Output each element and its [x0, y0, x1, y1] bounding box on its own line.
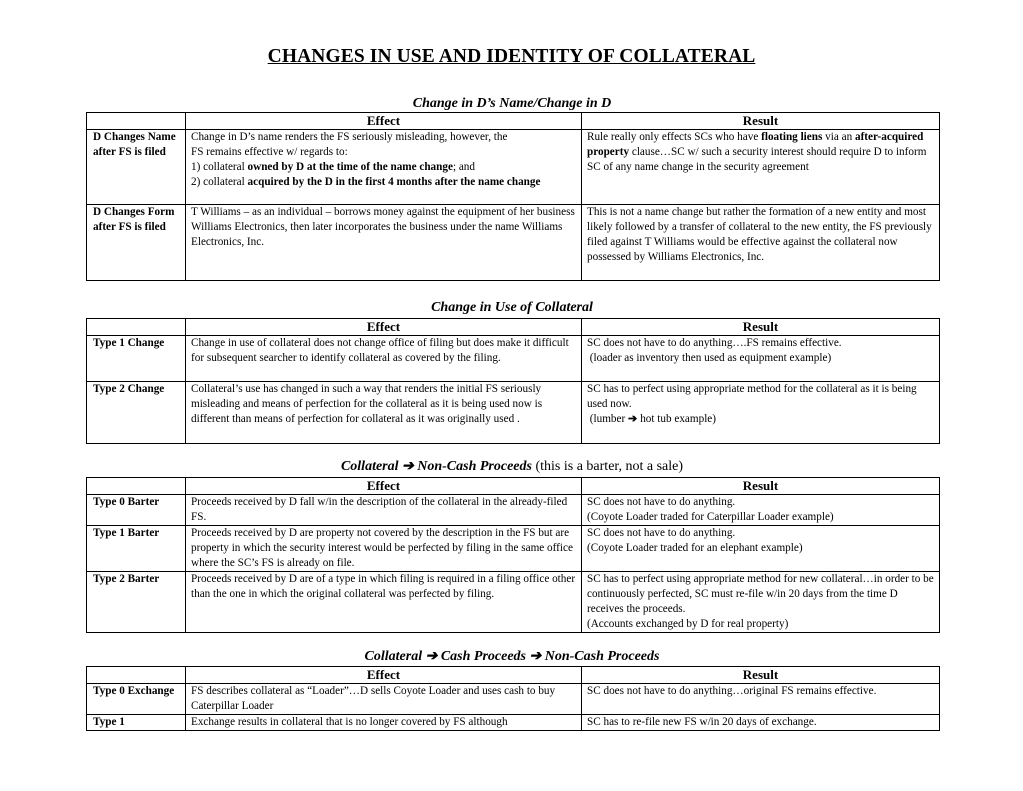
- effect-cell: Proceeds received by D are of a type in which filing is required in a filing office other than the one in which the original collateral was perfected by filing.: [186, 572, 582, 633]
- table-cash-proceeds: [86, 666, 940, 731]
- effect-text: FS remains effective w/ regards to:: [191, 146, 348, 158]
- table-row: [87, 205, 940, 281]
- table-row: [87, 715, 940, 731]
- row-label: Type 1 Change: [87, 336, 186, 382]
- row-label: D Changes Name after FS is filed: [87, 130, 186, 205]
- result-cell: [582, 336, 940, 382]
- section-title-part: Cash Proceeds: [437, 649, 530, 664]
- effect-cell: Exchange results in collateral that is no longer covered by FS although: [186, 715, 582, 731]
- effect-header: Effect: [186, 478, 582, 495]
- effect-cell: Proceeds received by D fall w/in the description of the collateral in the already-filed FS.: [186, 495, 582, 526]
- result-text: via an: [822, 131, 855, 143]
- result-cell: [582, 130, 940, 205]
- table-header-row: [87, 113, 940, 130]
- section-title-non-cash-proceeds: [86, 459, 938, 475]
- result-emphasis: after-acquired property: [587, 131, 924, 158]
- result-text: SC has to perfect using appropriate method for new collateral…in order to be continuously perfected, SC must re-file w/in 20 days from the time D receives the proceeds.: [587, 573, 934, 615]
- table-row: [87, 130, 940, 205]
- result-text: clause…SC w/ such a security interest should require D to inform SC of any name change in the security agreement: [587, 146, 927, 173]
- result-cell: [582, 526, 940, 572]
- effect-header: Effect: [186, 319, 582, 336]
- table-row: [87, 526, 940, 572]
- result-emphasis: floating liens: [761, 131, 823, 143]
- effect-cell: T Williams – as an individual – borrows money against the equipment of her business Williams Electronics, then later incorporates the business under the name Williams Electronics, Inc.: [186, 205, 582, 281]
- document-title: CHANGES IN USE AND IDENTITY OF COLLATERAL: [267, 46, 756, 67]
- table-header-row: [87, 667, 940, 684]
- label-header-cell: [87, 319, 186, 336]
- result-text: Rule really only effects SCs who have: [587, 131, 762, 143]
- effect-cell: [186, 130, 582, 205]
- result-text: SC does not have to do anything.: [587, 527, 736, 539]
- result-text: hot tub example): [637, 413, 716, 425]
- arrow-right-icon: ➔: [425, 649, 438, 664]
- section-title-cash-proceeds: [86, 649, 938, 665]
- effect-emphasis: owned by D at the time of the name change: [247, 161, 453, 173]
- row-label: Type 1 Barter: [87, 526, 186, 572]
- table-row: [87, 572, 940, 633]
- row-label: Type 1: [87, 715, 186, 731]
- section-title-part: Collateral: [340, 459, 403, 474]
- table-row: [87, 336, 940, 382]
- effect-text: Change in D’s name renders the FS seriously misleading, however, the: [191, 131, 508, 143]
- effect-text: ; and: [452, 161, 475, 173]
- section-title-part: Non-Cash Proceeds: [541, 649, 660, 664]
- row-label: Type 2 Barter: [87, 572, 186, 633]
- arrow-right-icon: ➔: [402, 459, 414, 474]
- table-non-cash-proceeds: [86, 477, 940, 633]
- result-header: Result: [582, 478, 940, 495]
- effect-cell: Collateral’s use has changed in such a way that renders the initial FS seriously misleading and means of perfection for the collateral as it is being used now is different than means of perfection for collateral as it was originally used .: [186, 382, 582, 444]
- section-title-name-change: Change in D’s Name/Change in D: [412, 96, 612, 111]
- row-label: Type 2 Change: [87, 382, 186, 444]
- result-text: (Accounts exchanged by D for real property): [587, 618, 789, 630]
- table-row: [87, 382, 940, 444]
- effect-text: 1) collateral: [191, 161, 248, 173]
- arrow-right-icon: ➔: [529, 649, 542, 664]
- table-header-row: [87, 478, 940, 495]
- effect-header: Effect: [186, 667, 582, 684]
- effect-text: 2) collateral: [191, 176, 248, 188]
- row-label: Type 0 Barter: [87, 495, 186, 526]
- label-header-cell: [87, 478, 186, 495]
- table-row: [87, 684, 940, 715]
- row-label: D Changes Form after FS is filed: [87, 205, 186, 281]
- table-use-change: [86, 318, 940, 444]
- table-name-change: [86, 112, 940, 281]
- result-header: Result: [582, 667, 940, 684]
- effect-cell: FS describes collateral as “Loader”…D sells Coyote Loader and uses cash to buy Caterpillar Loader: [186, 684, 582, 715]
- result-text: (loader as inventory then used as equipment example): [589, 352, 832, 364]
- effect-header: Effect: [186, 113, 582, 130]
- result-cell: This is not a name change but rather the formation of a new entity and most likely followed by a transfer of collateral to the new entity, the FS previously filed against T Williams would be effective against the collateral now possessed by Williams Electronics, Inc.: [582, 205, 940, 281]
- effect-cell: Proceeds received by D are property not covered by the description in the FS but are property in which the security interest would be perfected by filing in the same office where the SC’s FS is already on file.: [186, 526, 582, 572]
- label-header-cell: [87, 667, 186, 684]
- result-text: SC does not have to do anything.: [587, 496, 736, 508]
- result-text: (Coyote Loader traded for an elephant example): [587, 542, 803, 554]
- result-cell: [582, 495, 940, 526]
- result-text: (lumber: [589, 413, 629, 425]
- effect-emphasis: acquired by the D in the first 4 months after the name change: [247, 176, 541, 188]
- result-cell: SC does not have to do anything…original FS remains effective.: [582, 684, 940, 715]
- arrow-right-icon: ➔: [628, 413, 638, 425]
- result-text: SC does not have to do anything….FS remains effective.: [587, 337, 842, 349]
- effect-cell: Change in use of collateral does not change office of filing but does make it difficult for subsequent searcher to identify collateral as covered by the filing.: [186, 336, 582, 382]
- result-cell: SC has to re-file new FS w/in 20 days of exchange.: [582, 715, 940, 731]
- table-row: [87, 495, 940, 526]
- table-header-row: [87, 319, 940, 336]
- result-text: SC has to perfect using appropriate method for the collateral as it is being used now.: [587, 383, 917, 410]
- section-title-part: Collateral: [364, 649, 426, 664]
- result-cell: [582, 382, 940, 444]
- result-cell: [582, 572, 940, 633]
- section-title-part: Non-Cash Proceeds: [413, 459, 532, 474]
- result-header: Result: [582, 319, 940, 336]
- row-label: Type 0 Exchange: [87, 684, 186, 715]
- section-title-note: (this is a barter, not a sale): [531, 459, 684, 474]
- label-header-cell: [87, 113, 186, 130]
- result-header: Result: [582, 113, 940, 130]
- section-title-use-change: Change in Use of Collateral: [431, 300, 593, 315]
- result-text: (Coyote Loader traded for Caterpillar Loader example): [587, 511, 834, 523]
